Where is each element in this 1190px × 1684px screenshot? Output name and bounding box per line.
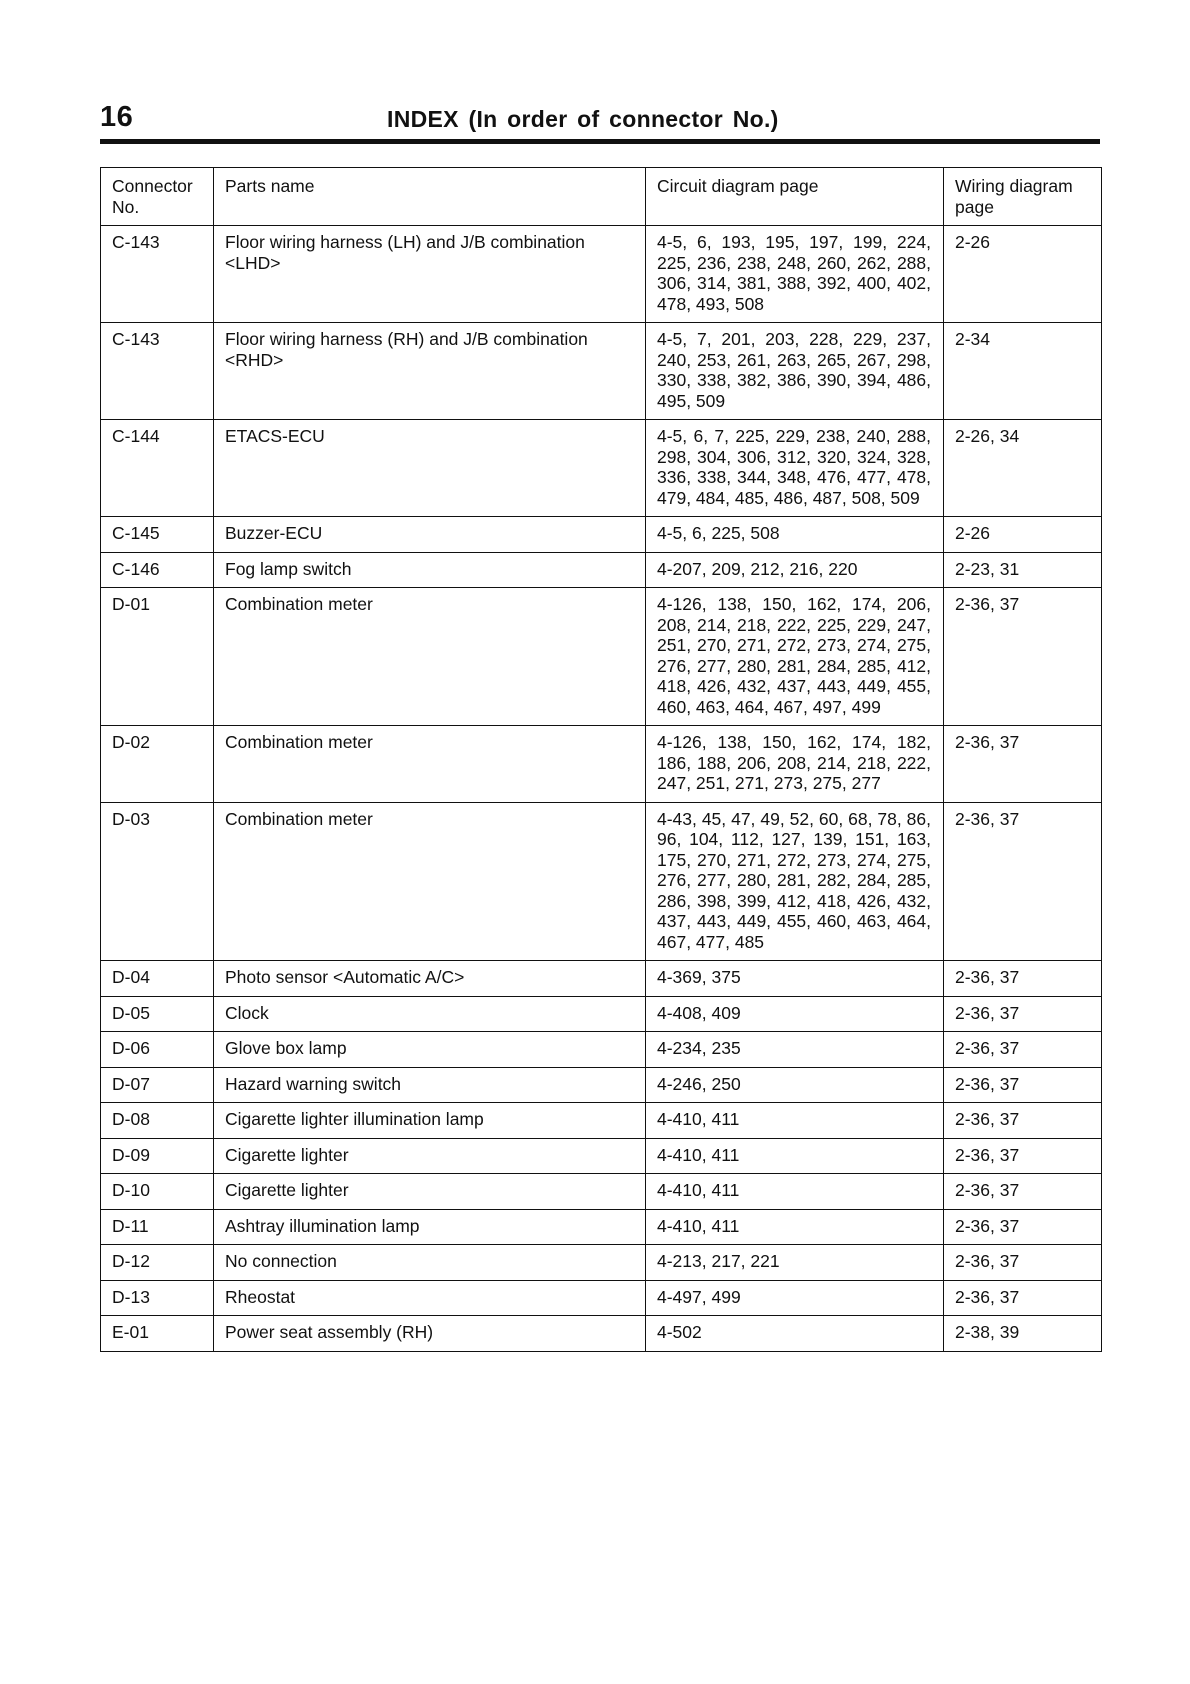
circuit-diagram-page-cell: 4-369, 375 [646,961,944,997]
circuit-diagram-page-cell: 4-5, 6, 193, 195, 197, 199, 224, 225, 236, 238, 248, 260, 262, 288, 306, 314, 381, 388, 392, 400, 402, 478, 493, 508 [646,226,944,323]
parts-name-cell: Combination meter [214,726,646,803]
page-title: INDEX (In order of connector No.) [387,106,779,132]
connector-no-cell: D-10 [101,1174,214,1210]
parts-name-cell: Buzzer-ECU [214,517,646,553]
header-circuit-diagram-page: Circuit diagram page [646,168,944,226]
circuit-diagram-page-cell: 4-502 [646,1316,944,1352]
connector-no-cell: D-05 [101,996,214,1032]
connector-no-cell: D-01 [101,588,214,726]
connector-no-cell: D-13 [101,1280,214,1316]
wiring-diagram-page-cell: 2-26 [944,226,1102,323]
header-rule [100,139,1100,144]
table-row [101,1245,1102,1281]
wiring-diagram-page-cell: 2-36, 37 [944,1138,1102,1174]
parts-name-cell: No connection [214,1245,646,1281]
wiring-diagram-page-cell: 2-36, 37 [944,802,1102,961]
parts-name-cell: Floor wiring harness (LH) and J/B combination <LHD> [214,226,646,323]
circuit-diagram-page-cell: 4-126, 138, 150, 162, 174, 182, 186, 188, 206, 208, 214, 218, 222, 247, 251, 271, 273, 275, 277 [646,726,944,803]
circuit-diagram-page-cell: 4-5, 7, 201, 203, 228, 229, 237, 240, 253, 261, 263, 265, 267, 298, 330, 338, 382, 386, 390, 394, 486, 495, 509 [646,323,944,420]
parts-name-cell: Cigarette lighter [214,1138,646,1174]
parts-name-cell: Combination meter [214,802,646,961]
wiring-diagram-page-cell: 2-36, 37 [944,996,1102,1032]
circuit-diagram-page-cell: 4-410, 411 [646,1174,944,1210]
connector-no-cell: D-11 [101,1209,214,1245]
circuit-diagram-page-cell: 4-410, 411 [646,1209,944,1245]
parts-name-cell: Clock [214,996,646,1032]
parts-name-cell: Photo sensor <Automatic A/C> [214,961,646,997]
connector-no-cell: C-146 [101,552,214,588]
header-wiring-diagram-page: Wiring diagram page [944,168,1102,226]
circuit-diagram-page-cell: 4-43, 45, 47, 49, 52, 60, 68, 78, 86, 96, 104, 112, 127, 139, 151, 163, 175, 270, 271, 272, 273, 274, 275, 276, 277, 280, 281, 282, 284, 285, 286, 398, 399, 412, 418, 426, 432, 437, 443, 449, 455, 460, 463, 464, 467, 477, 485 [646,802,944,961]
table-row [101,1103,1102,1139]
wiring-diagram-page-cell: 2-23, 31 [944,552,1102,588]
wiring-diagram-page-cell: 2-36, 37 [944,1245,1102,1281]
table-row [101,588,1102,726]
table-row [101,1067,1102,1103]
connector-no-cell: C-144 [101,420,214,517]
connector-no-cell: D-08 [101,1103,214,1139]
circuit-diagram-page-cell: 4-213, 217, 221 [646,1245,944,1281]
table-body [101,168,1102,1352]
connector-index-table [100,167,1102,1352]
connector-no-cell: D-09 [101,1138,214,1174]
page-header [100,101,1100,141]
parts-name-cell: Combination meter [214,588,646,726]
page-number: 16 [100,101,134,133]
circuit-diagram-page-cell: 4-408, 409 [646,996,944,1032]
table-row [101,1174,1102,1210]
table-header-row [101,168,1102,226]
wiring-diagram-page-cell: 2-36, 37 [944,1032,1102,1068]
connector-no-cell: D-03 [101,802,214,961]
table-row [101,802,1102,961]
parts-name-cell: Hazard warning switch [214,1067,646,1103]
connector-no-cell: C-143 [101,323,214,420]
circuit-diagram-page-cell: 4-410, 411 [646,1103,944,1139]
table-row [101,726,1102,803]
table-row [101,226,1102,323]
table-row [101,961,1102,997]
circuit-diagram-page-cell: 4-246, 250 [646,1067,944,1103]
wiring-diagram-page-cell: 2-36, 37 [944,1174,1102,1210]
wiring-diagram-page-cell: 2-36, 37 [944,1067,1102,1103]
wiring-diagram-page-cell: 2-26, 34 [944,420,1102,517]
parts-name-cell: Glove box lamp [214,1032,646,1068]
parts-name-cell: Ashtray illumination lamp [214,1209,646,1245]
parts-name-cell: ETACS-ECU [214,420,646,517]
table-row [101,323,1102,420]
circuit-diagram-page-cell: 4-207, 209, 212, 216, 220 [646,552,944,588]
circuit-diagram-page-cell: 4-410, 411 [646,1138,944,1174]
circuit-diagram-page-cell: 4-234, 235 [646,1032,944,1068]
wiring-diagram-page-cell: 2-36, 37 [944,961,1102,997]
wiring-diagram-page-cell: 2-36, 37 [944,1103,1102,1139]
connector-no-cell: E-01 [101,1316,214,1352]
circuit-diagram-page-cell: 4-497, 499 [646,1280,944,1316]
header-connector-no: Connector No. [101,168,214,226]
parts-name-cell: Fog lamp switch [214,552,646,588]
connector-no-cell: D-07 [101,1067,214,1103]
wiring-diagram-page-cell: 2-36, 37 [944,1280,1102,1316]
parts-name-cell: Rheostat [214,1280,646,1316]
table-row [101,517,1102,553]
circuit-diagram-page-cell: 4-126, 138, 150, 162, 174, 206, 208, 214, 218, 222, 225, 229, 247, 251, 270, 271, 272, 273, 274, 275, 276, 277, 280, 281, 284, 285, 412, 418, 426, 432, 437, 443, 449, 455, 460, 463, 464, 467, 497, 499 [646,588,944,726]
table-row [101,1138,1102,1174]
parts-name-cell: Cigarette lighter [214,1174,646,1210]
wiring-diagram-page-cell: 2-34 [944,323,1102,420]
parts-name-cell: Cigarette lighter illumination lamp [214,1103,646,1139]
connector-no-cell: C-143 [101,226,214,323]
wiring-diagram-page-cell: 2-36, 37 [944,588,1102,726]
wiring-diagram-page-cell: 2-26 [944,517,1102,553]
connector-no-cell: D-02 [101,726,214,803]
table-row [101,1316,1102,1352]
parts-name-cell: Floor wiring harness (RH) and J/B combination <RHD> [214,323,646,420]
table-row [101,1032,1102,1068]
table-row [101,1280,1102,1316]
table-row [101,996,1102,1032]
connector-no-cell: C-145 [101,517,214,553]
header-parts-name: Parts name [214,168,646,226]
wiring-diagram-page-cell: 2-38, 39 [944,1316,1102,1352]
connector-no-cell: D-04 [101,961,214,997]
circuit-diagram-page-cell: 4-5, 6, 7, 225, 229, 238, 240, 288, 298, 304, 306, 312, 320, 324, 328, 336, 338, 344, 348, 476, 477, 478, 479, 484, 485, 486, 487, 508, 509 [646,420,944,517]
parts-name-cell: Power seat assembly (RH) [214,1316,646,1352]
wiring-diagram-page-cell: 2-36, 37 [944,1209,1102,1245]
table-row [101,552,1102,588]
connector-no-cell: D-12 [101,1245,214,1281]
table-row [101,420,1102,517]
circuit-diagram-page-cell: 4-5, 6, 225, 508 [646,517,944,553]
connector-no-cell: D-06 [101,1032,214,1068]
table-row [101,1209,1102,1245]
wiring-diagram-page-cell: 2-36, 37 [944,726,1102,803]
